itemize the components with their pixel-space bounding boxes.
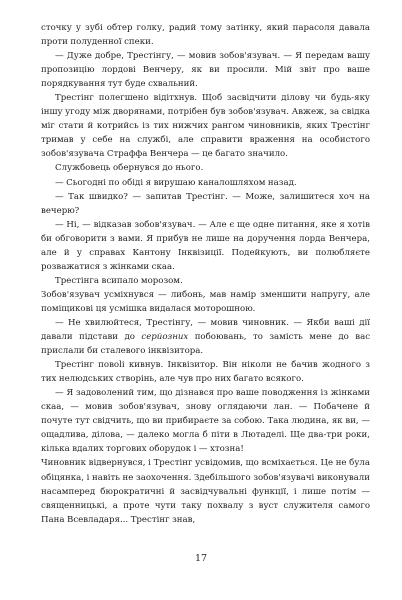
paragraph-13: Чиновник відвернувся, і Трестінг усвідомив, що всміхається. Це не була обіцянка, і навіть не заохочення. Здебільшого зобов'язувачі виконували насамперед бюрократичні й засвідчувальні функції, і лише потім — священницькі, а проте чути таку похвалу з вуст служителя самого Пана Всевладаря... Трестінг знав,	[41, 458, 370, 525]
page-number: 17	[194, 553, 208, 564]
paragraph-11: Трестінг повolі кивнув. Інквізитор. Він ніколи не бачив жодного з тих нелюдських створінь, але чув про них багато всякого.	[41, 360, 370, 385]
paragraph-6: — Так швидко? — запитав Трестінг. — Може, залишитеся хоч на вечерю?	[41, 191, 370, 216]
paragraph-4: Службовець обернувся до нього.	[55, 163, 204, 174]
paragraph-10-end: побоювань, то замість мене до вас прислали би сталевого інквізитора.	[41, 332, 371, 357]
book-page-text	[41, 21, 370, 527]
paragraph-7: — Ні, — відказав зобов'язувач. — Але є ще одне питання, яке я хотів би обговорити з вами. Я прибув не лише на доручення лорда Венчера, але й у справах Кантону Інквізиції. Подейкують, ви полюбляєте розважатися з жінками скаа.	[41, 219, 370, 272]
paragraph-10-emphasis: серйозних	[141, 332, 189, 343]
paragraph-3: Трестінг полегшено відітхнув. Щоб засвідчити ділову чи будь-яку іншу угоду між дворянами, потрібен був зобов'язувач. Авжеж, за свідка міг стати й котрийсь із тих нижчих рангом чиновників, яких Трестінг тримав у себе на службі, але справити враження на особистого зобов'язувача Страффа Венчера — це багато значило.	[41, 93, 370, 160]
paragraph-9: Зобов'язувач усміхнувся — либонь, мав намір зменшити напругу, але поміщикові ця усмішка видалася моторошною.	[41, 289, 370, 314]
paragraph-1: сточку у зубі обтер голку, радий тому затінку, який парасоля давала проти полуденної спеки.	[41, 23, 370, 48]
paragraph-12: — Я задоволений тим, що дізнався про ваше поводження із жінками скаа, — мовив зобов'язувач, знову оглядаючи лан. — Побачене й почуте тут свідчить, що ви прибираєте за собою. Така людина, як ви, — ощадлива, ділова, — далеко могла б піти в Лютаделі. Ще два-три роки, кілька вдалих торгових оборудок і — хтозна!	[41, 388, 370, 455]
paragraph-10	[41, 316, 370, 358]
paragraph-5: — Сьогодні по обіді я вирушаю каналошляхом назад.	[55, 177, 297, 188]
paragraph-2: — Дуже добре, Трестінгу, — мовив зобов'язувач. — Я передам вашу пропозицію лордові Венчеру, як ви просили. Мій звіт про ваше порядкування тут буде схвальний.	[41, 51, 370, 90]
paragraph-10-start: — Не хвилюйтеся, Трестінгу, — мовив чиновник. — Якби ваші дії давали підстави до	[41, 317, 370, 343]
paragraph-8: Трестінга всипало морозом.	[55, 275, 183, 286]
